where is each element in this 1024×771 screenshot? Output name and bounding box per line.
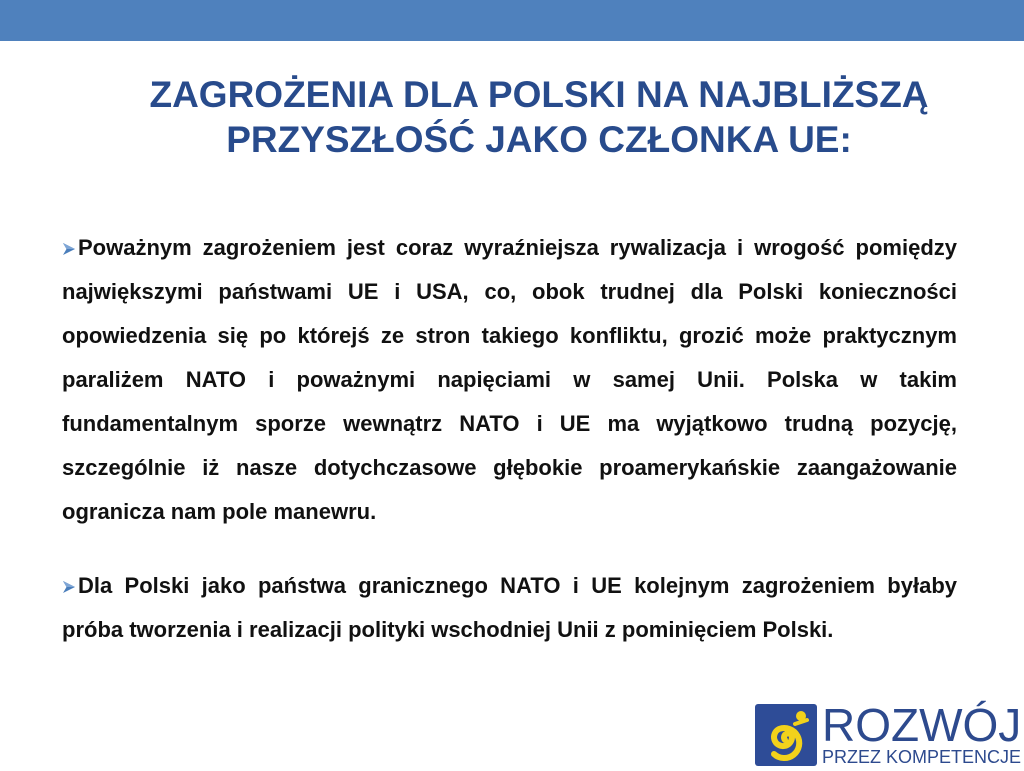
slide-body	[62, 226, 957, 652]
bullet-text-2: Dla Polski jako państwa granicznego NATO i UE kolejnym zagrożeniem byłaby próba tworzenia i realizacji polityki wschodniej Unii z pominięciem Polski.	[62, 573, 957, 642]
header-bar	[0, 0, 1024, 41]
logo-tagline: PRZEZ KOMPETENCJE	[822, 747, 1022, 767]
slide-title-line-2: PRZYSZŁOŚĆ JAKO CZŁONKA UE:	[226, 119, 852, 160]
slide-title-line-1: ZAGROŻENIA DLA POLSKI NA NAJBLIŻSZĄ	[149, 74, 929, 115]
bullet-paragraph-2	[62, 564, 957, 652]
bullet-text-1: Poważnym zagrożeniem jest coraz wyraźniejsza rywalizacja i wrogość pomiędzy największymi państwami UE i USA, co, obok trudnej dla Polski konieczności opowiedzenia się po którejś ze stron takiego konfliktu, grozić może praktycznym paraliżem NATO i poważnymi napięciami w samej Unii. Polska w takim fundamentalnym sporze wewnątrz NATO i UE ma wyjątkowo trudną pozycję, szczególnie iż nasze dotychczasowe głębokie proamerykańskie zaangażowanie ogranicza nam pole manewru.	[62, 235, 957, 524]
spiral-figure-logo-icon	[755, 704, 817, 766]
arrow-bullet-icon	[62, 242, 78, 256]
bullet-paragraph-1	[62, 226, 957, 534]
slide-title	[94, 72, 984, 162]
arrow-bullet-icon	[62, 580, 78, 594]
logo-name: ROZWÓJ	[822, 699, 1022, 751]
